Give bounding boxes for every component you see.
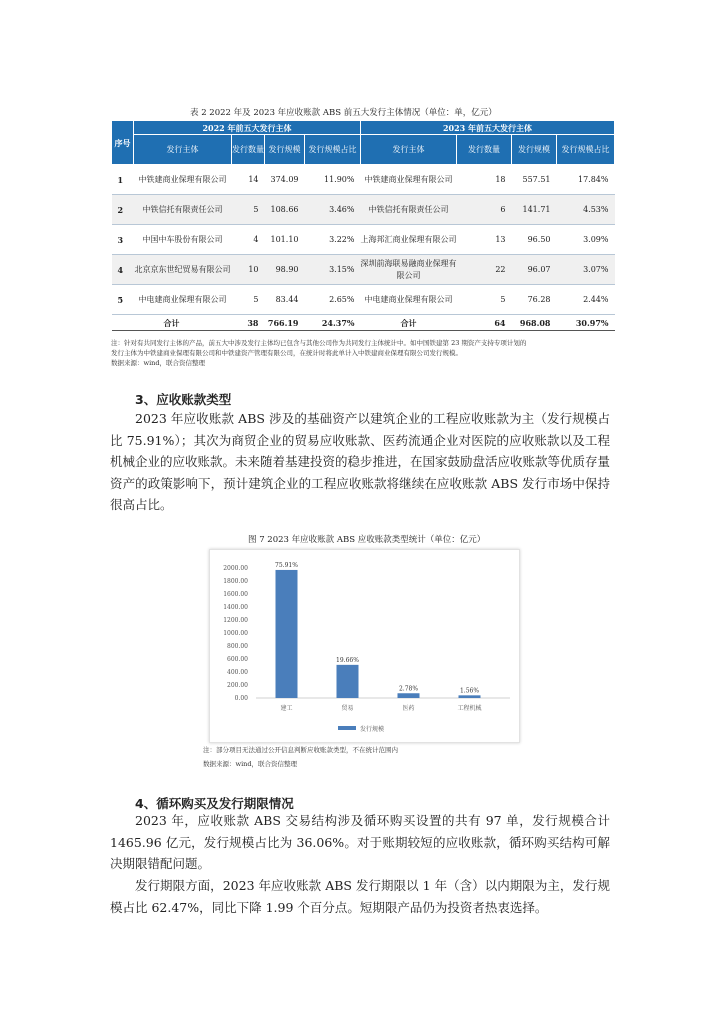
- y-tick-label: 400.00: [227, 669, 248, 676]
- share-2023: 17.84%: [557, 165, 615, 195]
- count-2022: 5: [232, 195, 265, 225]
- table-row: [112, 165, 615, 195]
- section4-heading: 4、循环购买及发行期限情况: [135, 796, 294, 811]
- col-count-2023: 发行数量: [457, 135, 512, 165]
- col-count-2022: 发行数量: [232, 135, 265, 165]
- issuer-2022: 中电建商业保理有限公司: [134, 285, 232, 315]
- issuer-2023: 中电建商业保理有限公司: [361, 285, 457, 315]
- scale-2022: 374.09: [265, 165, 305, 195]
- seq-header: 序号: [112, 121, 134, 165]
- y-tick-label: 2000.00: [223, 565, 248, 572]
- table-note-line2: 发行主体为中铁建商业保理有限公司和中铁建资产管理有限公司，在统计时将此单计入中铁建商业保理有限公司发行规模。: [111, 349, 462, 357]
- table-note-line1: 注：针对有共同发行主体的产品，前五大中涉及发行主体均已包含与其他公司作为共同发行主体统计中。如中国铁建第 23 期资产支持专项计划的: [111, 339, 527, 347]
- section4-paragraph2: 发行期限方面，2023 年应收账款 ABS 发行期限以 1 年（含）以内期限为主，发行规模占比 62.47%，同比下降 1.99 个百分点。短期限产品仍为投资者热衷选择。: [110, 878, 610, 915]
- legend-swatch: [338, 726, 356, 730]
- issuer-2022: 北京京东世纪贸易有限公司: [134, 255, 232, 285]
- share-2023: 3.07%: [557, 255, 615, 285]
- table-row: [112, 225, 615, 255]
- scale-2023: 96.07: [512, 255, 557, 285]
- issuer-2023: 中铁信托有限责任公司: [361, 195, 457, 225]
- data-label: 1.56%: [459, 687, 480, 695]
- col-share-2023: 发行规模占比: [557, 135, 615, 165]
- total-label-2022: 合计: [112, 315, 232, 331]
- share-2023: 4.53%: [557, 195, 615, 225]
- legend-label: 发行规模: [360, 726, 385, 733]
- scale-2023: 96.50: [512, 225, 557, 255]
- share-2023: 2.44%: [557, 285, 615, 315]
- bar: [398, 693, 420, 698]
- issuer-2022: 中铁信托有限责任公司: [134, 195, 232, 225]
- share-2022: 3.15%: [305, 255, 361, 285]
- scale-2022: 108.66: [265, 195, 305, 225]
- scale-2023: 141.71: [512, 195, 557, 225]
- scale-2023: 557.51: [512, 165, 557, 195]
- count-2023: 6: [457, 195, 512, 225]
- col-issuer-2023: 发行主体: [361, 135, 457, 165]
- count-2023: 18: [457, 165, 512, 195]
- total-count-2022: 38: [232, 315, 265, 331]
- scale-2022: 101.10: [265, 225, 305, 255]
- row-index: 5: [112, 285, 134, 315]
- total-label-2023: 合计: [361, 315, 457, 331]
- total-share-2022: 24.37%: [305, 315, 361, 331]
- count-2023: 13: [457, 225, 512, 255]
- x-tick-label: 医药: [402, 705, 415, 712]
- issuer-2023: 中铁建商业保理有限公司: [361, 165, 457, 195]
- total-scale-2022: 766.19: [265, 315, 305, 331]
- group-2022-header: 2022 年前五大发行主体: [134, 121, 361, 135]
- row-index: 4: [112, 255, 134, 285]
- y-tick-label: 1000.00: [223, 630, 248, 637]
- issuer-table: [111, 120, 615, 331]
- row-index: 2: [112, 195, 134, 225]
- table-row: [112, 255, 615, 285]
- share-2022: 3.22%: [305, 225, 361, 255]
- table-source: 数据来源：wind，联合资信整理: [111, 359, 205, 367]
- count-2023: 5: [457, 285, 512, 315]
- chart-container: [209, 549, 520, 743]
- bar: [459, 695, 481, 698]
- section4-paragraph1: 2023 年，应收账款 ABS 交易结构涉及循环购买设置的共有 97 单，发行规模合计 1465.96 亿元，发行规模占比为 36.06%。对于账期较短的应收账款，循环购买结构可解决期限错配问题。: [110, 813, 610, 871]
- figure-note: 注：部分项目无法通过公开信息判断应收账款类型，不在统计范围内: [203, 746, 398, 754]
- count-2023: 22: [457, 255, 512, 285]
- table-caption: 表 2 2022 年及 2023 年应收账款 ABS 前五大发行主体情况（单位：单，亿元）: [190, 108, 497, 118]
- total-scale-2023: 968.08: [512, 315, 557, 331]
- issuer-2022: 中铁建商业保理有限公司: [134, 165, 232, 195]
- col-scale-2022: 发行规模: [265, 135, 305, 165]
- issuer-2023: 深圳前海联易融商业保理有限公司: [361, 255, 457, 285]
- col-scale-2023: 发行规模: [512, 135, 557, 165]
- y-tick-label: 0.00: [234, 695, 248, 702]
- row-index: 3: [112, 225, 134, 255]
- share-2022: 11.90%: [305, 165, 361, 195]
- group-2023-header: 2023 年前五大发行主体: [361, 121, 615, 135]
- y-tick-label: 1200.00: [223, 617, 248, 624]
- bar-chart: [210, 550, 519, 742]
- scale-2022: 83.44: [265, 285, 305, 315]
- issuer-2022: 中国中车股份有限公司: [134, 225, 232, 255]
- share-2023: 3.09%: [557, 225, 615, 255]
- col-issuer-2022: 发行主体: [134, 135, 232, 165]
- count-2022: 4: [232, 225, 265, 255]
- share-2022: 2.65%: [305, 285, 361, 315]
- bar: [337, 665, 359, 698]
- x-tick-label: 建工: [280, 705, 293, 712]
- figure-caption: 图 7 2023 年应收账款 ABS 应收账款类型统计（单位：亿元）: [248, 535, 486, 545]
- share-2022: 3.46%: [305, 195, 361, 225]
- y-tick-label: 1800.00: [223, 578, 248, 585]
- data-label: 75.91%: [275, 561, 298, 569]
- y-tick-label: 800.00: [227, 643, 248, 650]
- scale-2023: 76.28: [512, 285, 557, 315]
- total-share-2023: 30.97%: [557, 315, 615, 331]
- y-tick-label: 1400.00: [223, 604, 248, 611]
- y-tick-label: 1600.00: [223, 591, 248, 598]
- y-tick-label: 200.00: [227, 682, 248, 689]
- col-share-2022: 发行规模占比: [305, 135, 361, 165]
- data-label: 2.78%: [398, 685, 419, 693]
- x-tick-label: 贸易: [341, 705, 354, 712]
- count-2022: 14: [232, 165, 265, 195]
- count-2022: 5: [232, 285, 265, 315]
- data-label: 19.66%: [336, 656, 359, 664]
- section3-heading: 3、应收账款类型: [135, 392, 232, 407]
- table-row: [112, 285, 615, 315]
- bar: [276, 570, 298, 698]
- y-tick-label: 600.00: [227, 656, 248, 663]
- total-row: [112, 315, 615, 331]
- section3-paragraph: 2023 年应收账款 ABS 涉及的基础资产以建筑企业的工程应收账款为主（发行规模占比 75.91%）；其次为商贸企业的贸易应收账款、医药流通企业对医院的应收账款以及工程机械企业的应收账款。未来随着基建投资的稳步推进，在国家鼓励盘活应收账款等优质存量资产的政策影响下，预计建筑企业的工程应收账款将继续在应收账款 ABS 发行市场中保持很高占比。: [110, 411, 611, 512]
- count-2022: 10: [232, 255, 265, 285]
- scale-2022: 98.90: [265, 255, 305, 285]
- row-index: 1: [112, 165, 134, 195]
- table-row: [112, 195, 615, 225]
- total-count-2023: 64: [457, 315, 512, 331]
- issuer-2023: 上海邦汇商业保理有限公司: [361, 225, 457, 255]
- figure-source: 数据来源：wind，联合资信整理: [203, 760, 297, 768]
- x-tick-label: 工程机械: [457, 705, 482, 712]
